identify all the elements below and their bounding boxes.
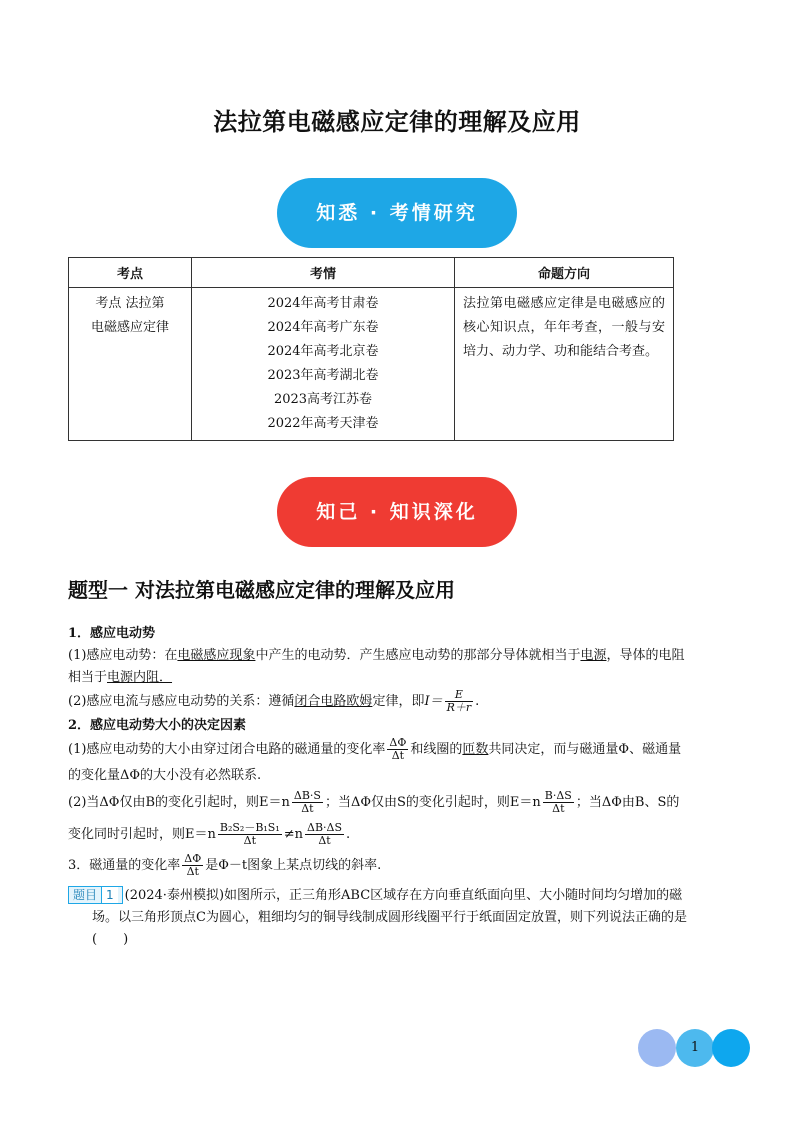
- section-banner-exam: 知悉 · 考情研究: [277, 178, 517, 248]
- key-term: 电磁感应现象: [177, 648, 256, 663]
- section-banner-knowledge: 知己 · 知识深化: [277, 477, 517, 547]
- paragraph-line: [68, 667, 732, 689]
- denominator: Δt: [552, 802, 565, 815]
- denominator: Δt: [391, 749, 405, 762]
- paragraph-line: [68, 765, 732, 787]
- cell-line: 2024年高考北京卷: [267, 344, 379, 359]
- text: (1)感应电动势的大小由穿过闭合电路的磁通量的变化率: [68, 742, 386, 757]
- text: 的变化量ΔΦ的大小没有必然联系.: [68, 768, 262, 783]
- cell-line: 考点 法拉第: [95, 296, 165, 311]
- table-header: 考情: [192, 258, 455, 288]
- text: ≠n: [283, 827, 304, 842]
- denominator: R＋r: [446, 701, 472, 714]
- section-heading: 题型一 对法拉第电磁感应定律的理解及应用: [68, 578, 455, 602]
- paragraph-line: [68, 851, 732, 881]
- text: (2)当ΔΦ仅由B的变化引起时，则E＝n: [68, 795, 290, 810]
- exam-info-table: [68, 257, 674, 441]
- text: .: [475, 694, 480, 709]
- question-text: (2024·泰州模拟)如图所示，正三角形ABC区域存在方向垂直纸面向里、大小随时间均匀增加的磁: [124, 888, 683, 903]
- question-number: 1: [101, 887, 118, 903]
- fraction: [182, 853, 203, 878]
- question-line: 场。以三角形顶点C为圆心，粗细均匀的铜导线制成圆形线圈平行于纸面固定放置，则下列说法正确的是: [92, 910, 687, 925]
- key-term: 电源内阻．: [107, 670, 173, 685]
- cell-line: 2022年高考天津卷: [267, 416, 379, 431]
- fraction: [387, 737, 408, 762]
- page-title: 法拉第电磁感应定律的理解及应用: [213, 108, 581, 136]
- table-header: 命题方向: [455, 258, 674, 288]
- text: .: [346, 827, 351, 842]
- text: 相当于: [68, 670, 108, 685]
- text: 是Φ－t图象上某点切线的斜率.: [205, 858, 382, 873]
- question-line: [68, 885, 732, 907]
- cell-line: 电磁感应定律: [90, 320, 169, 335]
- text: ；当ΔΦ由B、S的: [575, 795, 680, 810]
- paragraph-line: [68, 787, 732, 819]
- paragraph-line: [68, 819, 732, 851]
- denominator: Δt: [301, 802, 314, 815]
- numerator: E: [445, 689, 474, 702]
- table-cell-direction: 法拉第电磁感应定律是电磁感应的核心知识点，年年考查，一般与安培力、动力学、功和能结合考查。: [455, 288, 674, 441]
- subheading: 1．感应电动势: [68, 626, 156, 641]
- numerator: ΔΦ: [184, 852, 202, 865]
- question-block: [68, 885, 732, 951]
- text: ；当ΔΦ仅由S的变化引起时，则E＝n: [324, 795, 541, 810]
- fraction: [218, 822, 282, 847]
- table-header-row: [69, 258, 674, 288]
- denominator: Δt: [186, 865, 199, 878]
- answer-blank: ( ): [92, 932, 129, 947]
- numerator: ΔB·ΔS: [307, 821, 343, 834]
- page-decoration-circle: [638, 1029, 676, 1067]
- page-number: 1: [690, 1040, 700, 1055]
- subheading: 2．感应电动势大小的决定因素: [68, 718, 247, 733]
- page-decoration-circle: [712, 1029, 750, 1067]
- question-tag: [68, 886, 123, 904]
- key-term: 匝数: [462, 742, 489, 757]
- text: 和线圈的: [410, 742, 463, 757]
- fraction: [445, 689, 474, 714]
- knowledge-block: [68, 623, 732, 951]
- paragraph-line: [68, 689, 732, 715]
- numerator: B₂S₂－B₁S₁: [219, 821, 280, 834]
- text: 定律，即: [372, 694, 425, 709]
- fraction: [292, 790, 323, 815]
- key-term: 闭合电路欧姆: [294, 694, 373, 709]
- denominator: Δt: [243, 834, 256, 847]
- cell-line: 2024年高考广东卷: [267, 320, 379, 335]
- paragraph-line: [68, 737, 732, 765]
- text: (2)感应电流与感应电动势的关系：遵循: [68, 694, 295, 709]
- paragraph-line: [68, 645, 732, 667]
- numerator: ΔΦ: [389, 736, 407, 749]
- text: 变化同时引起时，则E＝n: [68, 827, 216, 842]
- table-cell-kaodian: [69, 288, 192, 441]
- denominator: Δt: [318, 834, 331, 847]
- cell-line: 2024年高考甘肃卷: [267, 296, 379, 311]
- text: 3．磁通量的变化率: [68, 858, 181, 873]
- numerator: ΔB·S: [293, 789, 321, 802]
- text: (1)感应电动势：在: [68, 648, 178, 663]
- table-row: [69, 288, 674, 441]
- numerator: B·ΔS: [544, 789, 572, 802]
- formula: I＝: [424, 694, 443, 709]
- cell-line: 2023高考江苏卷: [273, 392, 373, 407]
- text: 中产生的电动势．产生感应电动势的那部分导体就相当于: [255, 648, 581, 663]
- fraction: [305, 822, 344, 847]
- text: 共同决定，而与磁通量Φ、磁通量: [488, 742, 682, 757]
- cell-line: 2023年高考湖北卷: [267, 368, 379, 383]
- key-term: 电源: [580, 648, 607, 663]
- table-header: 考点: [69, 258, 192, 288]
- question-tag-label: 题目: [73, 888, 98, 902]
- fraction: [543, 790, 574, 815]
- text: ，导体的电阻: [606, 648, 685, 663]
- table-cell-kaoqing: [192, 288, 455, 441]
